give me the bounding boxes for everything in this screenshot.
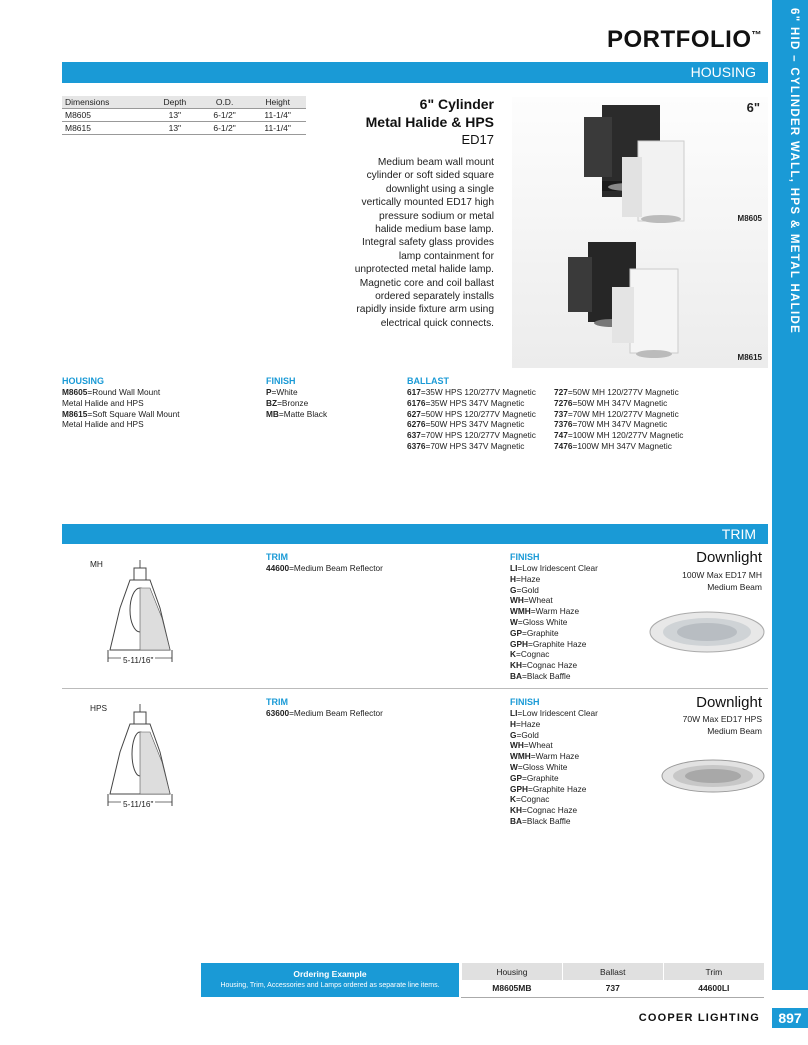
ordering-header: Ballast <box>562 963 663 980</box>
table-row <box>462 980 765 997</box>
list-item: 6176=35W HPS 347V Magnetic <box>407 397 525 408</box>
ordering-title: Ordering Example <box>293 969 367 979</box>
list-item: 617=35W HPS 120/277V Magnetic <box>407 387 536 397</box>
list-item: 747=100W MH 120/277V Magnetic <box>554 430 684 441</box>
list-item: KH=Cognac Haze <box>510 660 578 671</box>
list-item: Metal Halide and HPS <box>62 397 144 408</box>
dim-cell: 13" <box>150 122 200 135</box>
trim-finish-title: FINISH <box>510 697 540 707</box>
photo-label-m8605: M8605 <box>737 214 762 223</box>
list-item: WH=Wheat <box>510 595 553 606</box>
dim-header: O.D. <box>200 96 250 109</box>
ordering-subtitle: Housing, Trim, Accessories and Lamps ordered as separate line items. <box>220 982 440 989</box>
dim-cell: 11-1/4" <box>249 109 306 122</box>
ballast-options-col1 <box>407 387 536 452</box>
list-item: 6276=50W HPS 347V Magnetic <box>407 419 525 430</box>
list-item: 7476=100W MH 347V Magnetic <box>554 440 672 451</box>
downlight-title: Downlight <box>696 549 762 566</box>
list-item: GP=Graphite <box>510 772 559 783</box>
photo-label-m8615: M8615 <box>737 353 762 362</box>
table-row <box>62 109 306 122</box>
brand-title: PORTFOLIO™ <box>607 26 762 53</box>
dim-header: Depth <box>150 96 200 109</box>
list-item: LI=Low Iridescent Clear <box>510 563 598 573</box>
table-row <box>462 963 765 980</box>
lamp-label-mh: MH <box>90 559 103 569</box>
trim-band: TRIM <box>62 524 768 544</box>
product-title-line: 6" Cylinder <box>419 96 494 112</box>
trim-finish-list <box>510 563 598 682</box>
list-item: 7376=70W MH 347V Magnetic <box>554 419 668 430</box>
dim-cell: M8615 <box>62 122 150 135</box>
ordering-header: Housing <box>462 963 563 980</box>
trim-option: 44600=Medium Beam Reflector <box>266 563 383 573</box>
lamp-label-hps: HPS <box>90 703 108 713</box>
list-item: 7276=50W MH 347V Magnetic <box>554 397 668 408</box>
list-item: H=Haze <box>510 573 541 584</box>
list-item: GPH=Graphite Haze <box>510 783 587 794</box>
product-title <box>366 95 494 131</box>
list-item: 737=70W MH 120/277V Magnetic <box>554 408 679 419</box>
dim-header: Height <box>249 96 306 109</box>
ordering-value: 44600LI <box>663 980 764 997</box>
trim-title: TRIM <box>266 552 288 562</box>
mh-dimension: 5-11/16" <box>123 655 154 665</box>
list-item: BA=Black Baffle <box>510 670 571 681</box>
trim-option: 63600=Medium Beam Reflector <box>266 708 383 718</box>
ordering-header: Trim <box>663 963 764 980</box>
list-item: H=Haze <box>510 718 541 729</box>
footer-brand: COOPER LIGHTING <box>638 1012 760 1024</box>
product-title-line: Metal Halide & HPS <box>365 114 494 130</box>
fixture-illustration <box>512 97 768 368</box>
divider <box>62 688 768 689</box>
product-description: Medium beam wall mount cylinder or soft sided square downlight using a single vertically mounted ED17 high pressure sodium or metal halide medium base lamp. Integral safety glass provides lamp containment for unprotected metal halide lamp. Magnetic core and coil ballast ordered separately installs rapidly inside fixture arm using electrical quick connects. <box>354 157 494 329</box>
ballast-options-col2 <box>554 387 683 452</box>
finish-options-title: FINISH <box>266 376 296 386</box>
list-item: WH=Wheat <box>510 740 553 751</box>
hps-reflector-diagram <box>100 702 180 814</box>
list-item: G=Gold <box>510 584 539 595</box>
list-item: BA=Black Baffle <box>510 815 571 826</box>
list-item: LI=Low Iridescent Clear <box>510 708 598 718</box>
hps-dimension: 5-11/16" <box>123 799 154 809</box>
housing-band: HOUSING <box>62 62 768 83</box>
downlight-desc: 70W Max ED17 HPS Medium Beam <box>682 714 762 736</box>
dimensions-table <box>62 96 306 135</box>
mh-reflector-diagram <box>100 558 180 670</box>
product-subtitle: ED17 <box>461 132 494 147</box>
list-item: K=Cognac <box>510 649 550 660</box>
finish-options-list <box>266 387 327 419</box>
side-bar-title: 6" HID – CYLINDER WALL, HPS & METAL HALIDE <box>788 8 800 335</box>
list-item: 637=70W HPS 120/277V Magnetic <box>407 430 536 441</box>
housing-options-list <box>62 387 180 430</box>
hps-trim-photo <box>660 758 766 794</box>
list-item: BZ=Bronze <box>266 397 309 408</box>
list-item: M8605=Round Wall Mount <box>62 387 161 397</box>
ordering-value: 737 <box>562 980 663 997</box>
ordering-table <box>461 963 764 998</box>
list-item: 727=50W MH 120/277V Magnetic <box>554 387 679 397</box>
downlight-desc: 100W Max ED17 MH Medium Beam <box>682 570 762 592</box>
housing-options-title: HOUSING <box>62 376 105 386</box>
trim-finish-list <box>510 708 598 827</box>
list-item: WMH=Warm Haze <box>510 751 580 762</box>
mh-trim-photo <box>648 610 766 654</box>
dim-header: Dimensions <box>62 96 150 109</box>
dim-cell: 13" <box>150 109 200 122</box>
list-item: WMH=Warm Haze <box>510 606 580 617</box>
list-item: GPH=Graphite Haze <box>510 638 587 649</box>
dim-cell: 11-1/4" <box>249 122 306 135</box>
dim-cell: 6-1/2" <box>200 122 250 135</box>
list-item: M8615=Soft Square Wall Mount <box>62 408 180 419</box>
list-item: 627=50W HPS 120/277V Magnetic <box>407 408 536 419</box>
list-item: K=Cognac <box>510 794 550 805</box>
list-item: MB=Matte Black <box>266 408 328 419</box>
list-item: Metal Halide and HPS <box>62 419 144 430</box>
list-item: P=White <box>266 387 298 397</box>
list-item: W=Gloss White <box>510 616 568 627</box>
photo-size-label: 6" <box>746 100 760 115</box>
ordering-example-box <box>201 963 459 997</box>
downlight-title: Downlight <box>696 694 762 711</box>
list-item: GP=Graphite <box>510 627 559 638</box>
ordering-value: M8605MB <box>462 980 563 997</box>
dim-cell: 6-1/2" <box>200 109 250 122</box>
trim-finish-title: FINISH <box>510 552 540 562</box>
list-item: 6376=70W HPS 347V Magnetic <box>407 440 525 451</box>
product-photo <box>512 97 768 368</box>
trim-title: TRIM <box>266 697 288 707</box>
list-item: W=Gloss White <box>510 761 568 772</box>
table-row <box>62 122 306 135</box>
list-item: G=Gold <box>510 729 539 740</box>
page-number: 897 <box>772 1008 808 1028</box>
dim-cell: M8605 <box>62 109 150 122</box>
ballast-options-title: BALLAST <box>407 376 449 386</box>
list-item: KH=Cognac Haze <box>510 805 578 816</box>
